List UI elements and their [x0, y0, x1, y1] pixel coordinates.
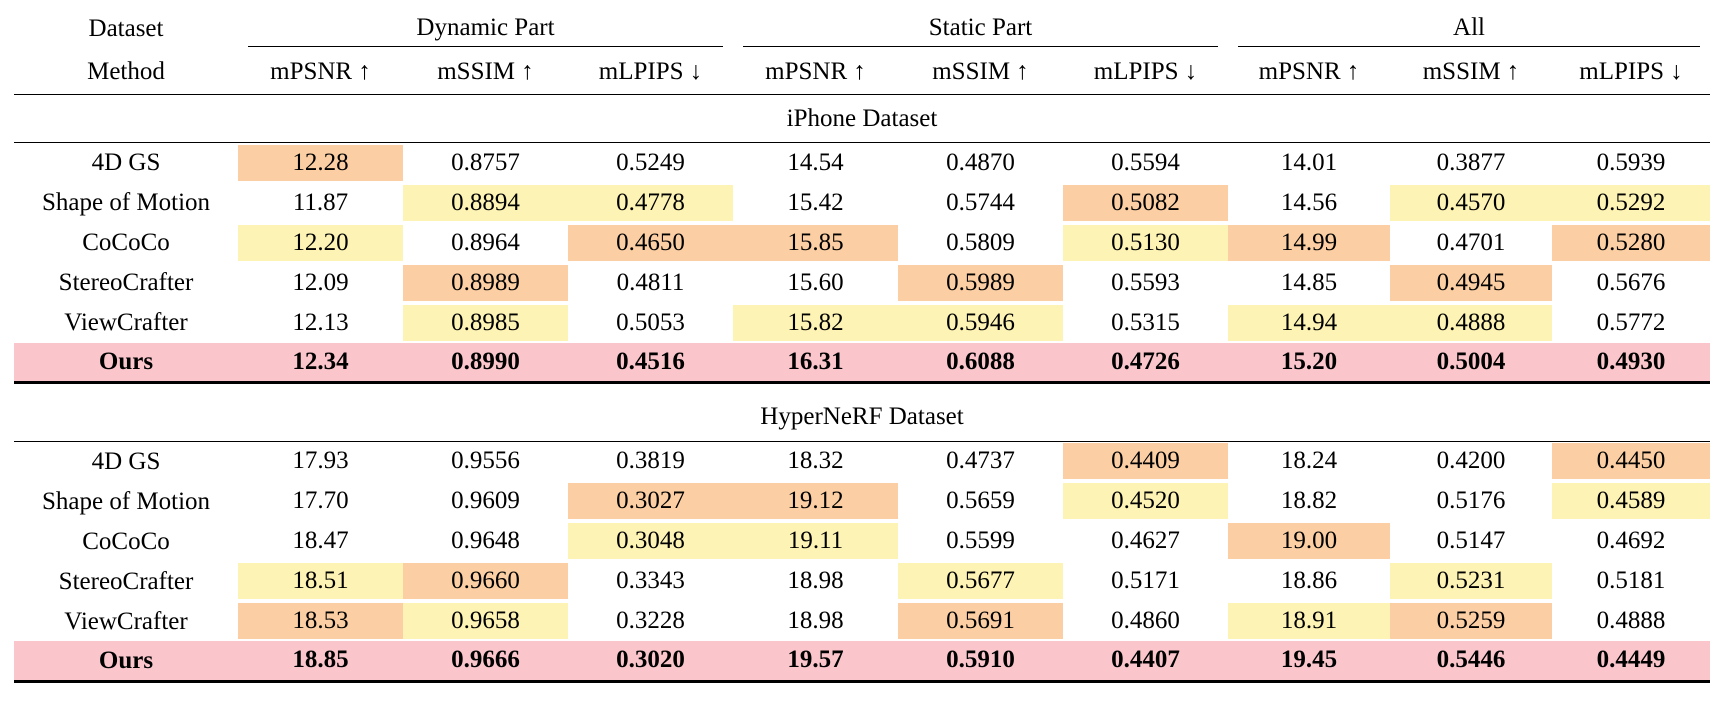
row-value: 0.5315	[1111, 308, 1180, 336]
row-value-cell	[733, 223, 898, 263]
row-value-cell	[568, 343, 733, 383]
row-value: 0.4811	[616, 268, 685, 296]
row-value-cell	[1063, 601, 1228, 641]
table-header-groups	[14, 6, 1710, 50]
section-title-0: iPhone Dataset	[786, 104, 938, 132]
row-value-cell	[1552, 561, 1710, 601]
row-value-cell	[1390, 441, 1552, 481]
row-value-cell	[403, 183, 568, 223]
row-value: 16.31	[787, 347, 844, 375]
section-header-row-0	[14, 94, 1710, 142]
row-value-cell	[1228, 601, 1390, 641]
row-value-cell	[898, 641, 1063, 681]
section-gap-cell	[14, 383, 1710, 393]
row-value-cell	[1228, 641, 1390, 681]
row-value-cell	[1063, 481, 1228, 521]
row-value-cell	[898, 521, 1063, 561]
table-row	[14, 561, 1710, 601]
row-value-cell	[1552, 223, 1710, 263]
row-value: 0.5744	[946, 188, 1015, 216]
row-value: 0.5772	[1596, 308, 1666, 336]
row-value-cell	[733, 481, 898, 521]
row-value: 15.82	[733, 305, 898, 341]
row-value-cell	[1228, 521, 1390, 561]
corner-header: Dataset	[88, 14, 164, 42]
row-value-cell	[1390, 303, 1552, 343]
metric-header-2-2: mLPIPS ↓	[1552, 50, 1710, 94]
row-value: 0.4930	[1596, 347, 1666, 375]
row-value: 19.57	[787, 646, 844, 674]
row-value: 0.4726	[1111, 347, 1180, 375]
row-value-cell	[1228, 561, 1390, 601]
group-header-0	[238, 6, 733, 50]
row-value: 14.54	[787, 148, 844, 176]
row-value: 0.5989	[898, 265, 1063, 301]
row-value-cell	[898, 143, 1063, 183]
row-value: 0.4450	[1552, 443, 1710, 479]
row-value: 14.94	[1228, 305, 1390, 341]
row-value: 0.5147	[1436, 527, 1506, 554]
group-header-label-2: All	[1238, 10, 1700, 47]
row-value-cell	[1063, 521, 1228, 561]
row-value: 0.4516	[616, 347, 685, 375]
row-value-cell	[238, 263, 403, 303]
table-row	[14, 143, 1710, 183]
row-value: 0.5292	[1552, 185, 1710, 221]
row-value-cell	[1063, 263, 1228, 303]
row-value-cell	[403, 601, 568, 641]
row-value: 0.5259	[1390, 603, 1552, 639]
row-value-cell	[403, 263, 568, 303]
row-value-cell	[1228, 303, 1390, 343]
row-value: 0.5176	[1436, 487, 1506, 514]
row-value: 0.4701	[1436, 228, 1506, 256]
row-value-cell	[898, 601, 1063, 641]
metric-header-1-1: mSSIM ↑	[898, 50, 1063, 94]
row-value-cell	[1228, 481, 1390, 521]
row-value: 0.4520	[1063, 483, 1228, 519]
row-value: 0.5691	[898, 603, 1063, 639]
table-row	[14, 601, 1710, 641]
row-value-cell	[403, 223, 568, 263]
row-value-cell	[238, 303, 403, 343]
row-value: 0.3877	[1436, 148, 1506, 176]
row-value-cell	[1228, 263, 1390, 303]
row-value-cell	[1390, 343, 1552, 383]
row-value-cell	[1552, 183, 1710, 223]
row-value: 18.53	[238, 603, 403, 639]
row-value: 17.93	[292, 447, 349, 475]
row-value: 0.4570	[1390, 185, 1552, 221]
row-value-cell	[1063, 223, 1228, 263]
row-value: 0.3027	[568, 483, 733, 519]
row-value-cell	[238, 143, 403, 183]
row-value-cell	[568, 183, 733, 223]
row-value: 18.98	[787, 607, 844, 634]
row-value: 0.5599	[946, 527, 1015, 554]
row-value-cell	[1552, 601, 1710, 641]
row-value: 0.4407	[1111, 646, 1180, 674]
row-value-cell	[403, 303, 568, 343]
row-value-cell	[898, 303, 1063, 343]
row-value: 0.4589	[1552, 483, 1710, 519]
row-value: 0.5171	[1111, 567, 1180, 594]
row-method-label: StereoCrafter	[58, 269, 194, 296]
row-value-cell	[1063, 641, 1228, 681]
row-value: 0.3048	[568, 523, 733, 559]
row-value: 0.5004	[1436, 347, 1506, 375]
row-value: 0.8990	[451, 347, 520, 375]
row-value: 0.8757	[451, 148, 520, 176]
row-value-cell	[403, 641, 568, 681]
row-value-cell	[1390, 561, 1552, 601]
row-value-cell	[1552, 143, 1710, 183]
row-value-cell	[1063, 441, 1228, 481]
row-value-cell	[1390, 601, 1552, 641]
row-value-cell	[568, 441, 733, 481]
row-method-label: 4D GS	[91, 149, 161, 177]
metric-header-1-2: mLPIPS ↓	[1063, 50, 1228, 94]
row-value-cell	[568, 521, 733, 561]
row-value: 18.85	[292, 646, 349, 674]
row-value-cell	[1390, 641, 1552, 681]
row-value: 0.3020	[616, 646, 685, 674]
row-value: 0.8894	[403, 185, 568, 221]
row-value: 0.5946	[898, 305, 1063, 341]
row-value-cell	[238, 641, 403, 681]
method-header: Method	[14, 50, 238, 94]
row-value: 0.5130	[1063, 225, 1228, 261]
row-value-cell	[733, 521, 898, 561]
row-value: 12.34	[292, 347, 349, 375]
row-value: 12.20	[238, 225, 403, 261]
table-row	[14, 303, 1710, 343]
row-value-cell	[898, 441, 1063, 481]
row-value: 0.3228	[616, 607, 685, 634]
row-value: 18.51	[238, 563, 403, 599]
row-value: 18.91	[1228, 603, 1390, 639]
row-value-cell	[238, 521, 403, 561]
row-value-cell	[733, 183, 898, 223]
row-value: 18.82	[1280, 487, 1338, 514]
row-value-cell	[898, 481, 1063, 521]
row-value-cell	[238, 343, 403, 383]
row-value-cell	[238, 601, 403, 641]
row-value: 12.28	[238, 145, 403, 181]
row-value: 14.85	[1280, 268, 1338, 296]
row-value-cell	[238, 441, 403, 481]
row-value: 19.11	[733, 523, 898, 559]
row-value: 0.4737	[946, 447, 1015, 475]
table-row	[14, 343, 1710, 383]
metric-header-0-2: mLPIPS ↓	[568, 50, 733, 94]
row-method-label: Ours	[14, 641, 238, 681]
section-header-row-1	[14, 393, 1710, 441]
section-gap	[14, 383, 1710, 393]
row-value: 0.4409	[1063, 443, 1228, 479]
row-value: 0.5249	[616, 148, 685, 176]
row-value-cell	[238, 223, 403, 263]
table-row	[14, 223, 1710, 263]
row-value-cell	[1228, 343, 1390, 383]
row-value: 0.5910	[946, 646, 1015, 674]
row-value: 0.5809	[946, 228, 1015, 256]
row-value: 0.4449	[1596, 646, 1666, 674]
row-value: 0.9609	[451, 487, 520, 514]
row-value: 11.87	[292, 188, 349, 216]
row-value-cell	[1228, 183, 1390, 223]
row-value: 12.13	[292, 308, 349, 336]
row-value: 19.45	[1280, 646, 1338, 674]
row-value-cell	[403, 343, 568, 383]
row-value: 0.4650	[568, 225, 733, 261]
row-method-label: ViewCrafter	[64, 607, 188, 635]
row-value-cell	[403, 481, 568, 521]
row-method-label: 4D GS	[91, 447, 161, 475]
row-value-cell	[1063, 143, 1228, 183]
row-value-cell	[1228, 143, 1390, 183]
row-value-cell	[1390, 521, 1552, 561]
row-value-cell	[898, 183, 1063, 223]
row-value-cell	[568, 263, 733, 303]
row-value: 0.5939	[1596, 148, 1666, 176]
table-header-metrics	[14, 50, 1710, 94]
row-method-label: CoCoCo	[82, 527, 170, 555]
row-value: 12.09	[292, 268, 349, 296]
row-value-cell	[733, 263, 898, 303]
row-value-cell	[403, 441, 568, 481]
row-value-cell	[1063, 561, 1228, 601]
row-value: 0.5676	[1596, 268, 1666, 296]
row-value-cell	[733, 441, 898, 481]
row-value: 0.4627	[1111, 527, 1180, 554]
row-value: 18.47	[292, 527, 349, 554]
row-value-cell	[898, 223, 1063, 263]
row-value-cell	[1063, 343, 1228, 383]
row-value-cell	[1552, 521, 1710, 561]
row-value-cell	[1390, 183, 1552, 223]
row-value-cell	[898, 263, 1063, 303]
row-value-cell	[733, 561, 898, 601]
row-value: 0.5280	[1552, 225, 1710, 261]
row-value-cell	[568, 223, 733, 263]
row-value: 0.4692	[1596, 527, 1666, 554]
metric-header-0-0: mPSNR ↑	[238, 50, 403, 94]
row-value-cell	[898, 343, 1063, 383]
row-value-cell	[568, 561, 733, 601]
table-row	[14, 441, 1710, 481]
row-value: 0.8985	[403, 305, 568, 341]
row-value-cell	[403, 143, 568, 183]
row-value: 0.4860	[1111, 607, 1180, 634]
row-value: 0.3819	[616, 447, 685, 475]
row-method-label: Ours	[14, 343, 238, 383]
row-value-cell	[1390, 263, 1552, 303]
row-value-cell	[1552, 441, 1710, 481]
table-row	[14, 183, 1710, 223]
row-value: 0.9556	[451, 447, 520, 475]
table-row	[14, 481, 1710, 521]
row-value-cell	[568, 481, 733, 521]
row-value: 0.9658	[403, 603, 568, 639]
row-value: 0.5659	[946, 487, 1015, 514]
row-value: 0.8964	[451, 228, 520, 256]
row-value-cell	[733, 143, 898, 183]
row-value: 15.85	[733, 225, 898, 261]
row-value-cell	[238, 561, 403, 601]
metric-header-2-1: mSSIM ↑	[1390, 50, 1552, 94]
table-row	[14, 641, 1710, 681]
row-value-cell	[238, 481, 403, 521]
row-value-cell	[1390, 481, 1552, 521]
row-value: 0.9648	[451, 527, 520, 554]
metric-header-0-1: mSSIM ↑	[403, 50, 568, 94]
row-value-cell	[733, 641, 898, 681]
row-method-label: Shape of Motion	[41, 487, 211, 515]
row-value-cell	[898, 561, 1063, 601]
row-value-cell	[568, 143, 733, 183]
row-value-cell	[1552, 641, 1710, 681]
row-value: 0.4870	[946, 148, 1015, 176]
row-value: 18.98	[787, 567, 844, 594]
row-method-label: StereoCrafter	[58, 567, 194, 595]
row-value: 0.3343	[616, 567, 685, 594]
metric-header-2-0: mPSNR ↑	[1228, 50, 1390, 94]
row-method-label: CoCoCo	[82, 229, 170, 256]
row-value: 0.4888	[1390, 305, 1552, 341]
row-value-cell	[1552, 263, 1710, 303]
row-value: 0.5082	[1063, 185, 1228, 221]
row-value-cell	[403, 521, 568, 561]
row-value: 15.60	[787, 268, 844, 296]
row-value: 18.32	[787, 447, 844, 475]
row-value: 0.5231	[1390, 563, 1552, 599]
row-value: 15.20	[1280, 347, 1338, 375]
row-value: 14.01	[1280, 148, 1338, 176]
group-header-2	[1228, 6, 1710, 50]
results-table	[14, 6, 1710, 683]
row-value-cell	[733, 601, 898, 641]
row-value: 0.5053	[616, 308, 685, 336]
row-value: 0.5594	[1111, 148, 1180, 176]
group-header-1	[733, 6, 1228, 50]
row-value: 0.5677	[898, 563, 1063, 599]
row-value-cell	[1063, 183, 1228, 223]
row-value-cell	[1228, 441, 1390, 481]
row-value: 0.4945	[1390, 265, 1552, 301]
row-value-cell	[238, 183, 403, 223]
row-value-cell	[403, 561, 568, 601]
row-value: 0.9666	[451, 646, 520, 674]
row-value: 0.5181	[1596, 567, 1666, 594]
group-header-label-0: Dynamic Part	[248, 10, 723, 47]
row-value-cell	[1552, 303, 1710, 343]
row-value: 15.42	[787, 188, 844, 216]
table-row	[14, 521, 1710, 561]
group-header-label-1: Static Part	[743, 10, 1218, 47]
row-method-label: ViewCrafter	[64, 309, 188, 336]
section-title-1: HyperNeRF Dataset	[760, 403, 964, 430]
row-value: 0.9660	[403, 563, 568, 599]
row-value: 14.56	[1280, 188, 1338, 216]
row-value-cell	[1552, 343, 1710, 383]
row-value: 0.5593	[1111, 268, 1180, 296]
row-value-cell	[568, 303, 733, 343]
row-value: 18.86	[1280, 567, 1338, 594]
row-value-cell	[1228, 223, 1390, 263]
results-table-body	[14, 6, 1710, 681]
row-value: 19.00	[1228, 523, 1390, 559]
row-value: 14.99	[1228, 225, 1390, 261]
row-value: 17.70	[292, 487, 349, 514]
row-value-cell	[733, 343, 898, 383]
row-value-cell	[1390, 143, 1552, 183]
row-value: 19.12	[733, 483, 898, 519]
row-value-cell	[1063, 303, 1228, 343]
row-value-cell	[1390, 223, 1552, 263]
row-value: 0.8989	[403, 265, 568, 301]
row-value-cell	[1552, 481, 1710, 521]
row-value-cell	[568, 641, 733, 681]
row-value: 18.24	[1280, 447, 1338, 475]
row-value: 0.4778	[568, 185, 733, 221]
row-value: 0.5446	[1436, 646, 1506, 674]
metric-header-1-0: mPSNR ↑	[733, 50, 898, 94]
row-method-label: Shape of Motion	[41, 189, 211, 216]
table-row	[14, 263, 1710, 303]
row-value: 0.4888	[1596, 607, 1666, 634]
row-value: 0.4200	[1436, 447, 1506, 475]
row-value-cell	[568, 601, 733, 641]
row-value-cell	[733, 303, 898, 343]
row-value: 0.6088	[946, 347, 1015, 375]
